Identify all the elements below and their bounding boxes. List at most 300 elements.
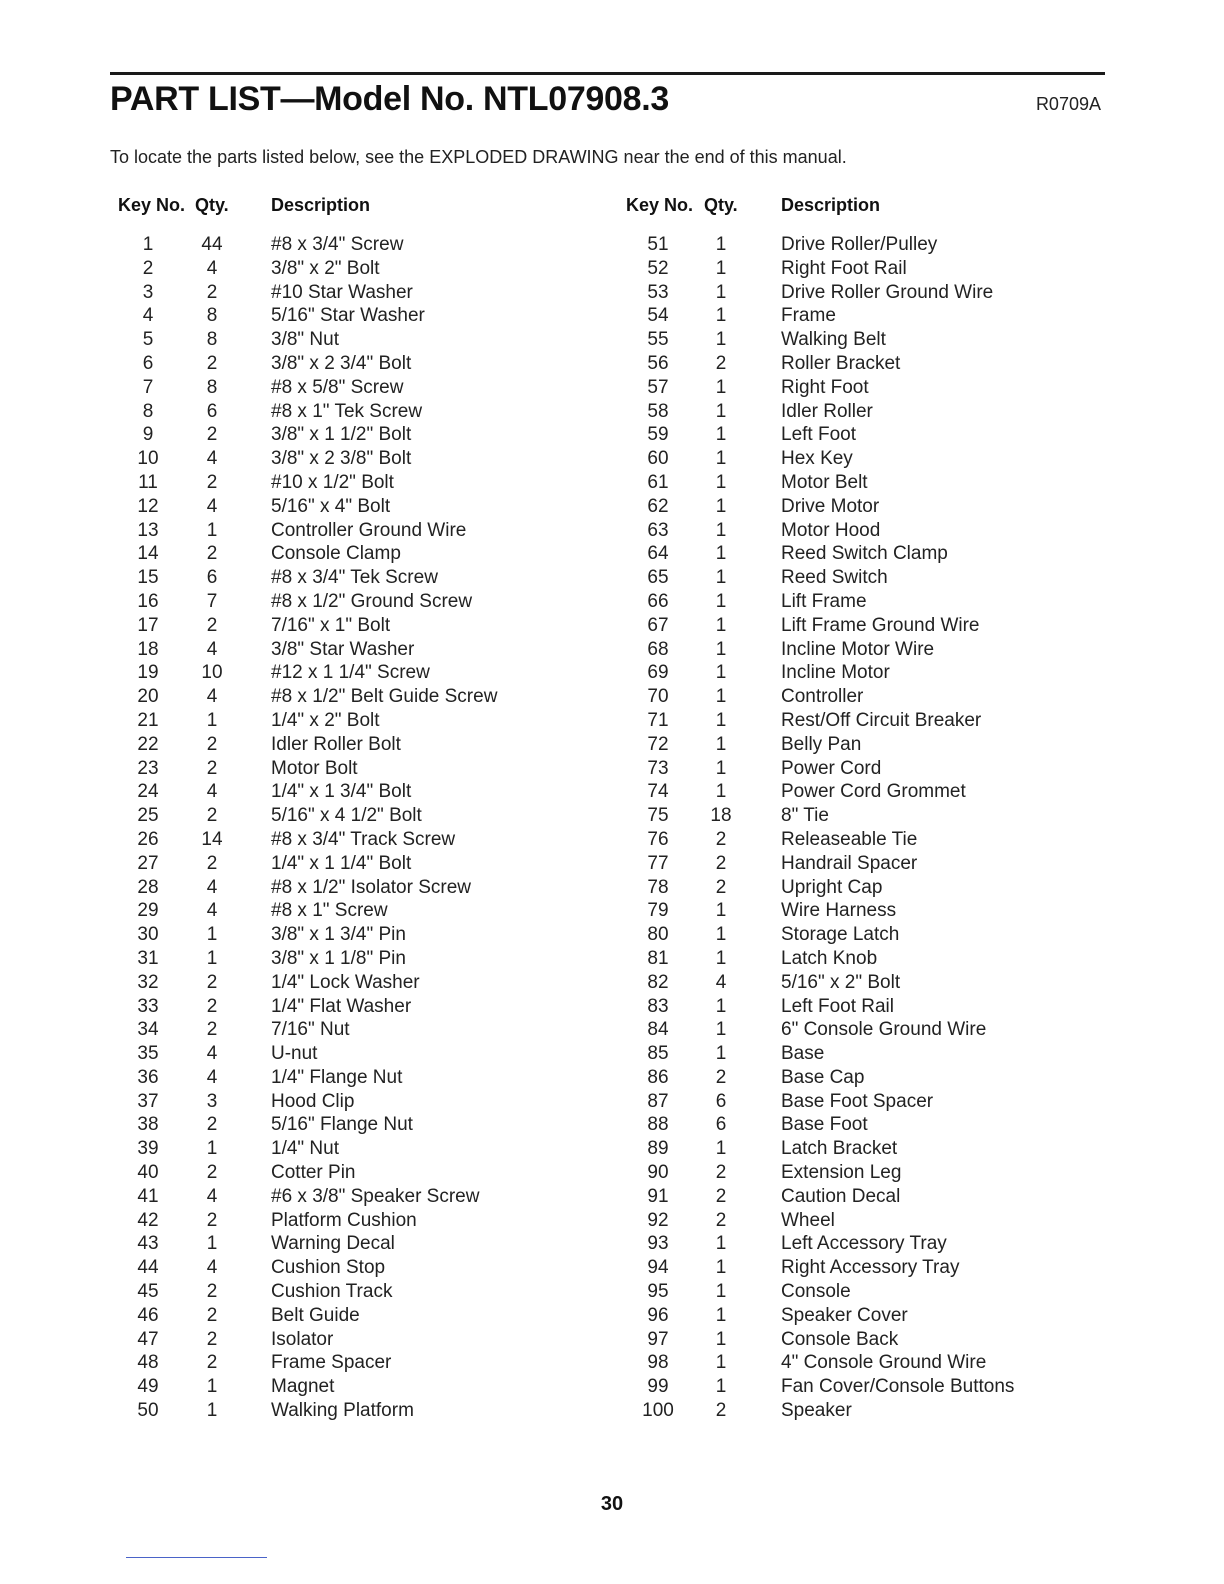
key-number: 3 [142,281,154,303]
description: 1/4" Nut [271,1138,340,1160]
key-number: 48 [137,1352,159,1374]
key-number: 4 [142,305,154,327]
quantity: 4 [206,1257,218,1279]
description: #8 x 3/4" Screw [271,234,404,255]
description: Latch Knob [781,947,878,969]
description: Hood Clip [271,1090,355,1112]
quantity: 1 [715,543,727,565]
key-number: 96 [647,1304,669,1326]
description: Left Foot Rail [781,995,894,1017]
quantity: 1 [715,590,727,612]
description: Left Foot [781,424,856,446]
description: 5/16" x 4 1/2" Bolt [271,805,422,827]
quantity: 1 [715,995,727,1017]
description: Frame Spacer [271,1352,392,1374]
quantity: 2 [206,852,218,874]
description: #8 x 5/8" Screw [271,376,404,398]
description: Releaseable Tie [781,828,918,850]
right-description-header: Description [781,195,881,215]
description: #8 x 1/2" Ground Screw [271,590,473,612]
left-description-header: Description [271,195,371,215]
quantity: 2 [206,1209,218,1231]
key-number: 36 [137,1066,159,1088]
description: 3/8" x 1 1/2" Bolt [271,424,412,446]
key-number: 88 [647,1114,669,1136]
quantity: 1 [206,519,218,541]
quantity: 4 [206,495,218,517]
key-number: 15 [137,567,159,589]
key-number: 13 [137,519,159,541]
description: Left Accessory Tray [781,1233,947,1255]
key-number: 43 [137,1233,159,1255]
quantity: 8 [206,329,218,351]
quantity: 1 [715,567,727,589]
key-number: 28 [137,876,159,898]
description: Cushion Track [271,1281,393,1303]
quantity: 1 [715,234,727,255]
key-number: 44 [137,1257,159,1279]
description: Lift Frame Ground Wire [781,614,980,636]
quantity: 1 [715,1138,727,1160]
key-number: 93 [647,1233,669,1255]
description: Reed Switch [781,567,888,589]
key-number: 86 [647,1066,669,1088]
description: 1/4" Lock Washer [271,971,420,993]
key-number: 95 [647,1281,669,1303]
key-number: 47 [137,1328,159,1350]
quantity: 1 [715,257,727,279]
quantity: 1 [715,924,727,946]
description: Motor Belt [781,471,868,493]
key-number: 55 [647,329,669,351]
quantity: 3 [206,1090,218,1112]
key-number: 98 [647,1352,669,1374]
description: Platform Cushion [271,1209,417,1231]
description: Base Foot [781,1114,868,1136]
description: Extension Leg [781,1162,902,1184]
description: Lift Frame [781,590,867,612]
quantity: 4 [715,971,727,993]
quantity: 4 [206,900,218,922]
quantity: 1 [715,424,727,446]
key-number: 21 [137,709,159,731]
description: Belt Guide [271,1304,360,1326]
quantity: 4 [206,257,218,279]
key-number: 49 [137,1376,159,1398]
key-number: 45 [137,1281,159,1303]
quantity: 1 [715,947,727,969]
description: Belly Pan [781,733,862,755]
description: Upright Cap [781,876,883,898]
quantity: 1 [715,329,727,351]
quantity: 1 [715,638,727,660]
description: 5/16" Flange Nut [271,1114,413,1136]
intro-text: To locate the parts listed below, see the EXPLODED DRAWING near the end of this manual. [110,147,847,167]
quantity: 2 [206,971,218,993]
description: 3/8" x 2 3/4" Bolt [271,352,412,374]
description: Speaker Cover [781,1304,908,1326]
description: Base Foot Spacer [781,1090,934,1112]
description: Walking Platform [271,1400,414,1422]
description: Controller Ground Wire [271,519,467,541]
key-number: 91 [647,1185,669,1207]
description: Handrail Spacer [781,852,918,874]
quantity: 2 [206,1114,218,1136]
description: Power Cord Grommet [781,781,966,803]
quantity: 2 [206,614,218,636]
quantity: 2 [206,1162,218,1184]
description: 5/16" Star Washer [271,305,425,327]
key-number: 68 [647,638,669,660]
key-number: 16 [137,590,159,612]
left-qty-header: Qty. [195,195,229,215]
key-number: 70 [647,686,669,708]
description: Drive Roller Ground Wire [781,281,994,303]
quantity: 1 [715,1376,727,1398]
description: 8" Tie [781,805,829,827]
description: Right Foot [781,376,869,398]
quantity: 1 [715,448,727,470]
key-number: 77 [647,852,669,874]
key-number: 31 [137,947,159,969]
quantity: 2 [715,1066,727,1088]
quantity: 2 [715,352,727,374]
quantity: 1 [715,1043,727,1065]
quantity: 8 [206,305,218,327]
key-number: 18 [137,638,159,660]
quantity: 2 [206,352,218,374]
quantity: 2 [715,828,727,850]
key-number: 71 [647,709,669,731]
key-number: 74 [647,781,669,803]
quantity: 2 [206,1019,218,1041]
key-number: 34 [137,1019,159,1041]
key-number: 59 [647,424,669,446]
key-number: 5 [142,329,154,351]
key-number: 97 [647,1328,669,1350]
description: 3/8" Nut [271,329,340,351]
key-number: 53 [647,281,669,303]
quantity: 2 [206,1328,218,1350]
description: 1/4" x 1 1/4" Bolt [271,852,412,874]
key-number: 83 [647,995,669,1017]
key-number: 80 [647,924,669,946]
description: #12 x 1 1/4" Screw [271,662,430,684]
quantity: 2 [206,281,218,303]
quantity: 2 [206,1352,218,1374]
key-number: 67 [647,614,669,636]
description: #10 Star Washer [271,281,413,303]
quantity: 1 [715,281,727,303]
quantity: 1 [206,1400,218,1422]
description: #10 x 1/2" Bolt [271,471,394,493]
description: Right Accessory Tray [781,1257,960,1279]
description: Incline Motor [781,662,890,684]
key-number: 65 [647,567,669,589]
description: Idler Roller Bolt [271,733,401,755]
description: Power Cord [781,757,882,779]
key-number: 42 [137,1209,159,1231]
quantity: 1 [715,614,727,636]
quantity: 2 [206,757,218,779]
key-number: 56 [647,352,669,374]
description: Warning Decal [271,1233,395,1255]
quantity: 1 [206,1376,218,1398]
description: Roller Bracket [781,352,901,374]
right-key-header: Key No. [626,195,694,215]
quantity: 2 [715,1209,727,1231]
key-number: 50 [137,1400,159,1422]
quantity: 2 [715,1185,727,1207]
key-number: 100 [642,1400,674,1422]
key-number: 73 [647,757,669,779]
quantity: 1 [715,376,727,398]
key-number: 82 [647,971,669,993]
key-number: 58 [647,400,669,422]
quantity: 2 [206,471,218,493]
description: #6 x 3/8" Speaker Screw [271,1185,480,1207]
quantity: 1 [715,1233,727,1255]
key-number: 12 [137,495,159,517]
key-number: 24 [137,781,159,803]
description: Fan Cover/Console Buttons [781,1376,1015,1398]
description: 1/4" x 2" Bolt [271,709,380,731]
description: Walking Belt [781,329,886,351]
description: Console Clamp [271,543,401,565]
description: 5/16" x 4" Bolt [271,495,391,517]
quantity: 2 [206,424,218,446]
key-number: 89 [647,1138,669,1160]
quantity: 1 [715,1281,727,1303]
description: #8 x 3/4" Tek Screw [271,567,438,589]
quantity: 6 [206,567,218,589]
description: 6" Console Ground Wire [781,1019,987,1041]
key-number: 7 [142,376,154,398]
description: 1/4" x 1 3/4" Bolt [271,781,412,803]
description: Base Cap [781,1066,865,1088]
key-number: 2 [142,257,154,279]
quantity: 1 [715,400,727,422]
key-number: 84 [647,1019,669,1041]
key-number: 37 [137,1090,159,1112]
key-number: 57 [647,376,669,398]
description: U-nut [271,1043,318,1065]
key-number: 69 [647,662,669,684]
description: Storage Latch [781,924,900,946]
quantity: 14 [201,828,223,850]
quantity: 1 [715,733,727,755]
description: 5/16" x 2" Bolt [781,971,901,993]
quantity: 4 [206,1066,218,1088]
key-number: 27 [137,852,159,874]
description: 3/8" x 2" Bolt [271,257,380,279]
quantity: 1 [715,1304,727,1326]
key-number: 66 [647,590,669,612]
key-number: 63 [647,519,669,541]
key-number: 22 [137,733,159,755]
quantity: 44 [201,234,223,255]
description: 3/8" x 2 3/8" Bolt [271,448,412,470]
description: 3/8" x 1 3/4" Pin [271,924,406,946]
quantity: 4 [206,638,218,660]
quantity: 1 [206,1138,218,1160]
quantity: 1 [206,924,218,946]
description: Magnet [271,1376,335,1398]
description: 7/16" x 1" Bolt [271,614,391,636]
key-number: 79 [647,900,669,922]
quantity: 1 [715,757,727,779]
quantity: 10 [201,662,223,684]
description: 3/8" Star Washer [271,638,415,660]
key-number: 41 [137,1185,159,1207]
description: Wire Harness [781,900,897,922]
key-number: 33 [137,995,159,1017]
quantity: 1 [715,471,727,493]
description: #8 x 1" Screw [271,900,388,922]
description: Wheel [781,1209,835,1231]
key-number: 52 [647,257,669,279]
quantity: 1 [715,305,727,327]
description: #8 x 1" Tek Screw [271,400,423,422]
description: Caution Decal [781,1185,901,1207]
right-qty-header: Qty. [704,195,738,215]
quantity: 1 [715,1352,727,1374]
quantity: 1 [206,709,218,731]
key-number: 72 [647,733,669,755]
quantity: 2 [715,876,727,898]
description: Frame [781,305,836,327]
key-number: 51 [647,234,669,255]
key-number: 32 [137,971,159,993]
description: Drive Motor [781,495,880,517]
key-number: 20 [137,686,159,708]
key-number: 46 [137,1304,159,1326]
quantity: 1 [715,1328,727,1350]
quantity: 6 [206,400,218,422]
key-number: 61 [647,471,669,493]
key-number: 76 [647,828,669,850]
page-number: 30 [600,1493,624,1515]
document-code: R0709A [1035,94,1101,114]
description: 7/16" Nut [271,1019,350,1041]
description: Motor Bolt [271,757,358,779]
key-number: 92 [647,1209,669,1231]
quantity: 1 [715,900,727,922]
key-number: 85 [647,1043,669,1065]
quantity: 1 [206,947,218,969]
key-number: 10 [137,448,159,470]
key-number: 9 [142,424,154,446]
quantity: 1 [715,1257,727,1279]
description: 1/4" Flange Nut [271,1066,403,1088]
quantity: 2 [206,733,218,755]
key-number: 40 [137,1162,159,1184]
quantity: 7 [206,590,218,612]
quantity: 18 [710,805,732,827]
quantity: 2 [206,995,218,1017]
description: Cotter Pin [271,1162,356,1184]
description: Console [781,1281,851,1303]
description: Right Foot Rail [781,257,907,279]
key-number: 75 [647,805,669,827]
key-number: 60 [647,448,669,470]
quantity: 4 [206,1185,218,1207]
top-rule [110,72,1105,75]
key-number: 8 [142,400,154,422]
description: #8 x 1/2" Belt Guide Screw [271,686,498,708]
quantity: 2 [715,1400,727,1422]
description: 3/8" x 1 1/8" Pin [271,947,406,969]
description: Drive Roller/Pulley [781,234,938,255]
quantity: 1 [715,662,727,684]
key-number: 54 [647,305,669,327]
quantity: 2 [206,1281,218,1303]
description: 4" Console Ground Wire [781,1352,987,1374]
quantity: 1 [715,1019,727,1041]
quantity: 4 [206,448,218,470]
key-number: 1 [142,234,154,255]
quantity: 1 [206,1233,218,1255]
quantity: 2 [206,805,218,827]
description: Controller [781,686,864,708]
description: Latch Bracket [781,1138,898,1160]
quantity: 4 [206,1043,218,1065]
description: Hex Key [781,448,853,470]
quantity: 1 [715,781,727,803]
key-number: 94 [647,1257,669,1279]
description: Console Back [781,1328,899,1350]
description: Reed Switch Clamp [781,543,948,565]
description: Idler Roller [781,400,873,422]
key-number: 19 [137,662,159,684]
description: #8 x 3/4" Track Screw [271,828,456,850]
description: Motor Hood [781,519,881,541]
quantity: 4 [206,781,218,803]
key-number: 39 [137,1138,159,1160]
footer-line [126,1557,267,1558]
description: Rest/Off Circuit Breaker [781,709,982,731]
description: Incline Motor Wire [781,638,935,660]
key-number: 62 [647,495,669,517]
quantity: 1 [715,519,727,541]
key-number: 78 [647,876,669,898]
key-number: 81 [647,947,669,969]
key-number: 87 [647,1090,669,1112]
page-title: PART LIST—Model No. NTL07908.3 [110,80,670,118]
quantity: 2 [715,1162,727,1184]
key-number: 35 [137,1043,159,1065]
key-number: 90 [647,1162,669,1184]
description: Cushion Stop [271,1257,386,1279]
description: Isolator [271,1328,334,1350]
description: #8 x 1/2" Isolator Screw [271,876,472,898]
left-key-header: Key No. [118,195,186,215]
description: 1/4" Flat Washer [271,995,412,1017]
quantity: 2 [206,543,218,565]
quantity: 8 [206,376,218,398]
description: Speaker [781,1400,852,1422]
quantity: 4 [206,876,218,898]
quantity: 6 [715,1114,727,1136]
key-number: 14 [137,543,159,565]
quantity: 1 [715,709,727,731]
quantity: 2 [715,852,727,874]
key-number: 99 [647,1376,669,1398]
key-number: 11 [138,471,158,493]
key-number: 29 [137,900,159,922]
key-number: 17 [137,614,159,636]
quantity: 6 [715,1090,727,1112]
